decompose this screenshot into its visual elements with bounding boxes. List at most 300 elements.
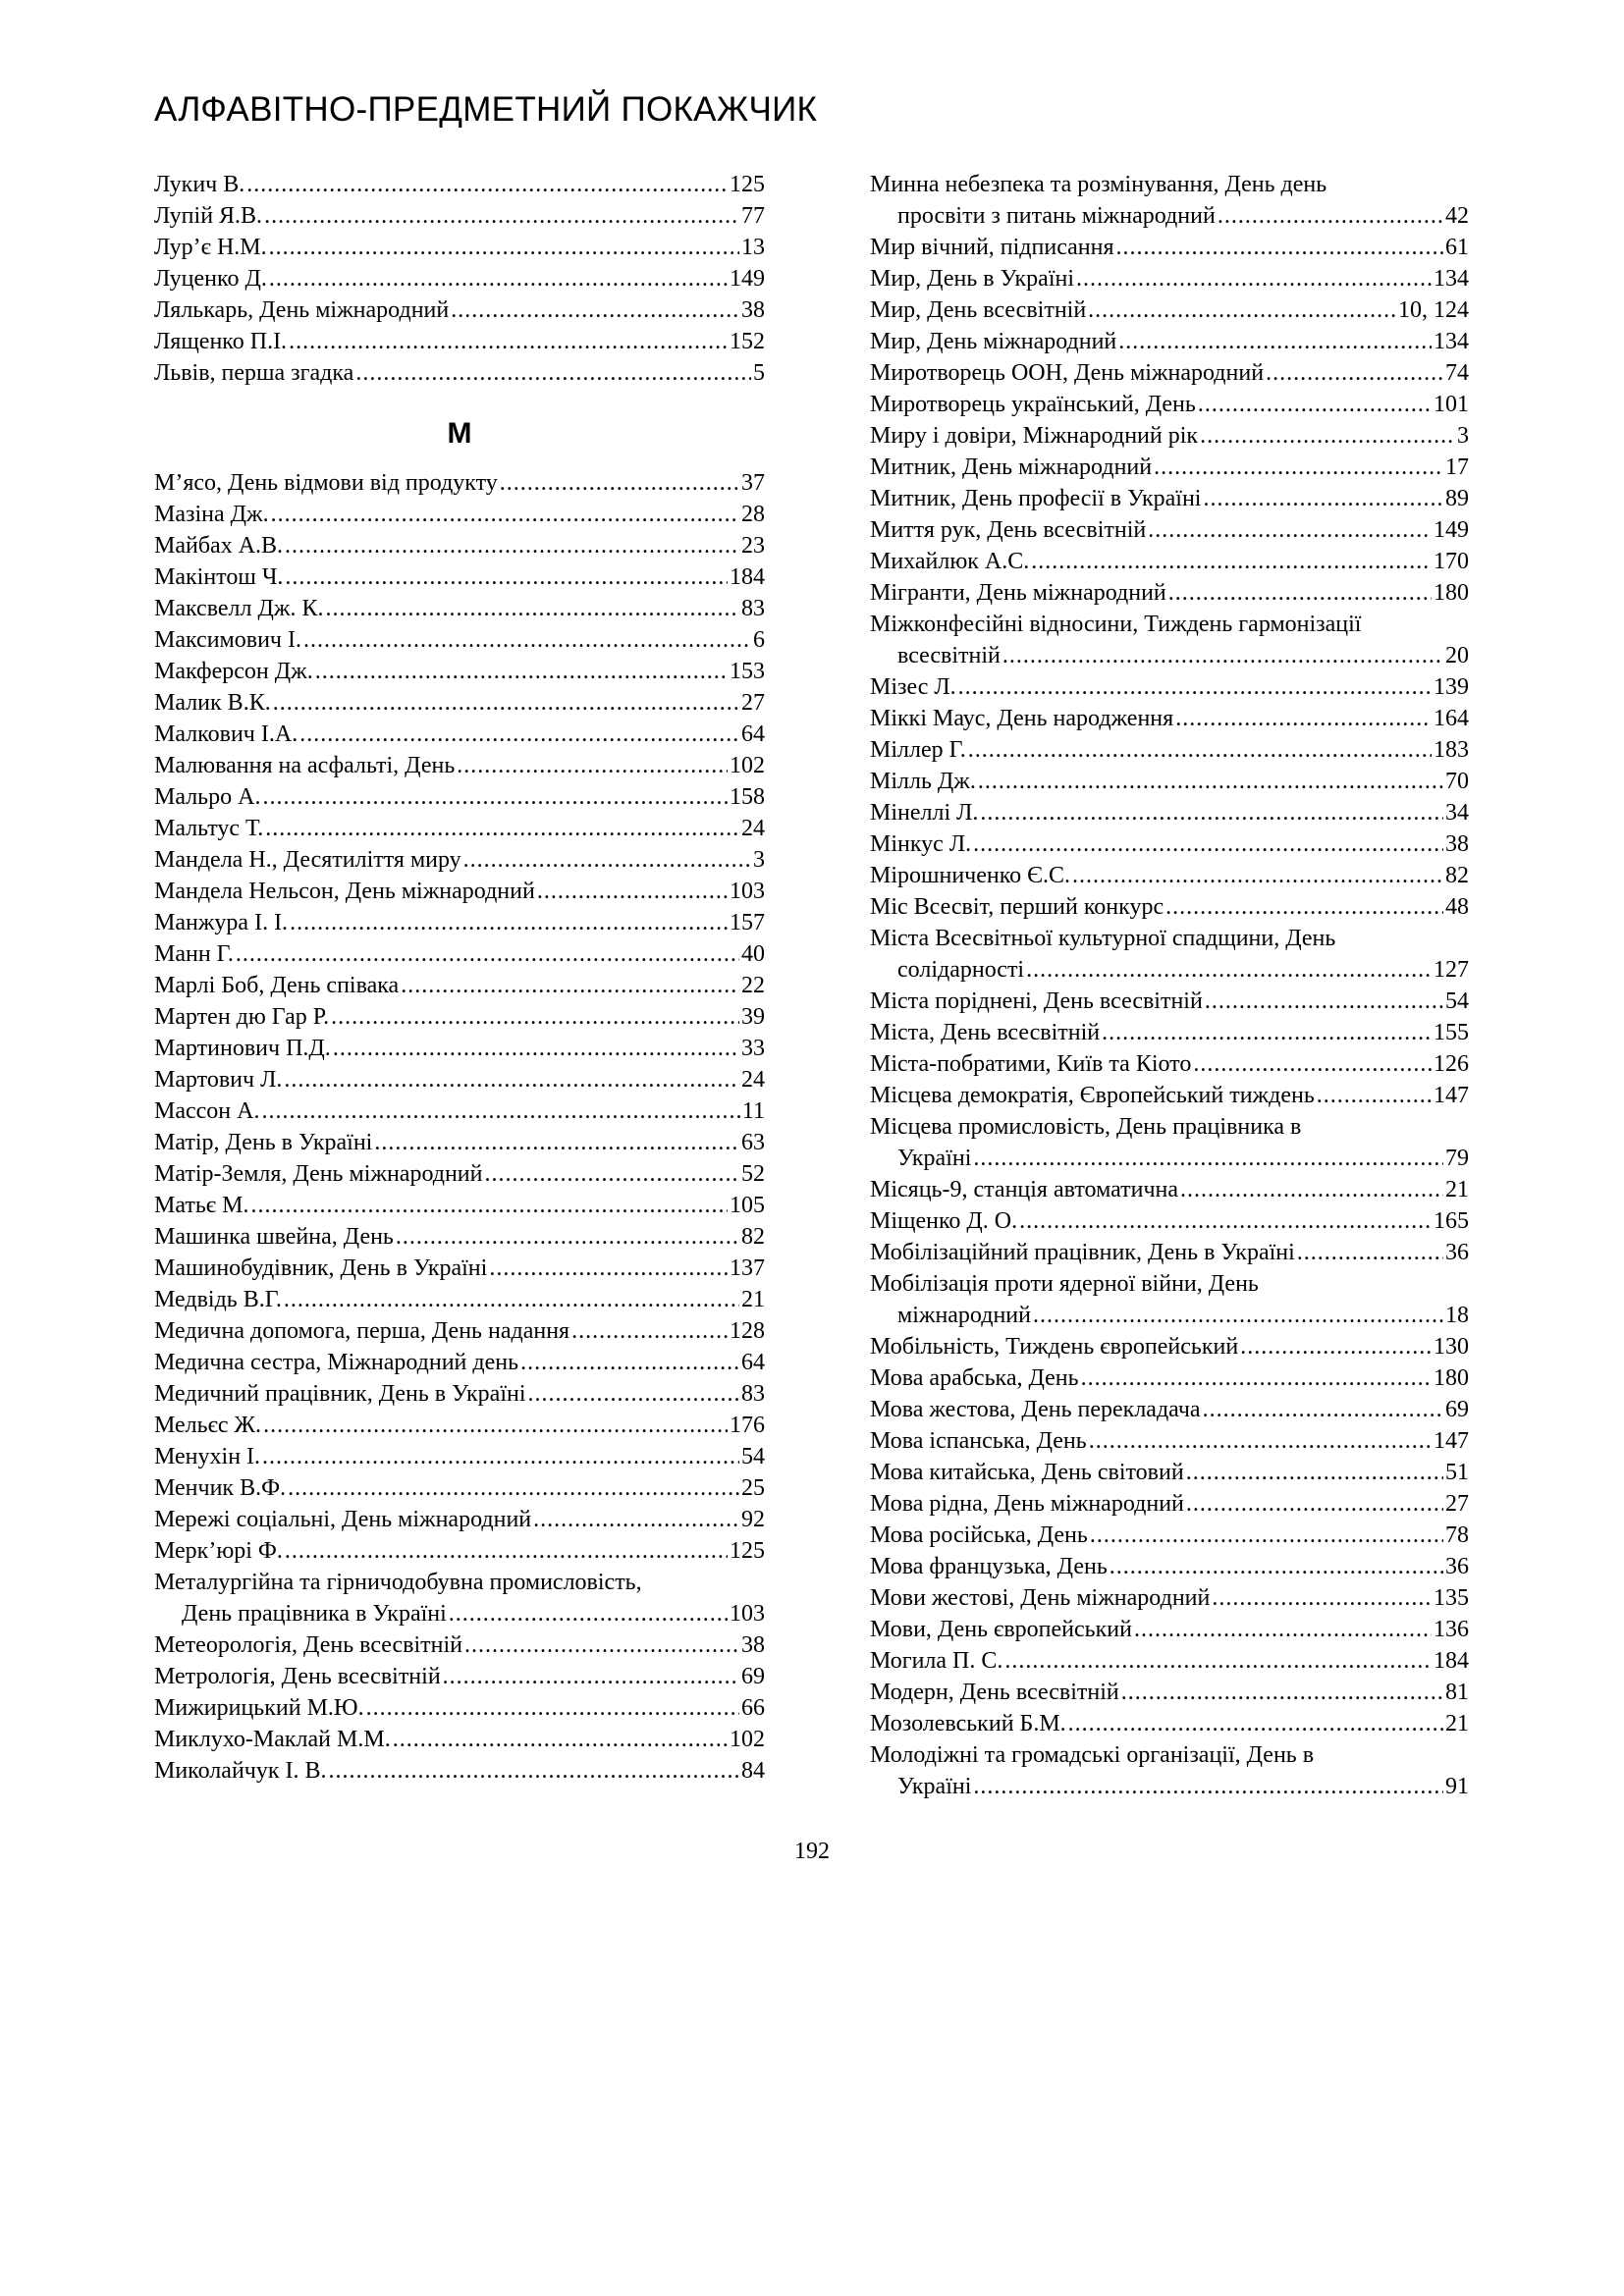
entry-page: 84	[741, 1758, 765, 1784]
entry-continuation	[870, 1771, 1469, 1802]
dot-leader	[236, 938, 739, 970]
entry-page: 54	[1445, 988, 1469, 1014]
index-entry	[154, 530, 765, 561]
index-entry	[154, 561, 765, 593]
index-entry	[154, 1315, 765, 1347]
entry-continuation	[154, 1598, 765, 1629]
index-entry	[154, 781, 765, 813]
dot-leader	[331, 1001, 739, 1033]
index-entry	[154, 1378, 765, 1410]
entry-page: 3	[1457, 423, 1469, 449]
dot-leader	[980, 797, 1443, 828]
index-entry	[870, 294, 1469, 326]
entry-text: Медична допомога, перша, День надання	[154, 1318, 570, 1344]
entry-page: 17	[1445, 454, 1469, 480]
entry-page: 126	[1434, 1051, 1469, 1077]
index-entry	[154, 813, 765, 844]
dot-leader	[1088, 294, 1396, 326]
index-entry	[870, 1174, 1469, 1205]
dot-leader	[1019, 1205, 1432, 1237]
entry-continuation	[870, 640, 1469, 671]
entry-page: 105	[730, 1193, 765, 1218]
dot-leader	[333, 1033, 739, 1064]
index-entry	[154, 719, 765, 750]
dot-leader	[571, 1315, 728, 1347]
dot-leader	[1004, 1645, 1432, 1677]
dot-leader	[315, 656, 728, 687]
entry-text: Миротворець український, День	[870, 392, 1196, 417]
entry-text: Мілль Дж.	[870, 769, 976, 794]
entry-page: 81	[1445, 1680, 1469, 1705]
dot-leader	[262, 781, 728, 813]
dot-leader	[500, 467, 739, 499]
entry-page: 92	[741, 1507, 765, 1532]
dot-leader	[262, 1441, 739, 1472]
entry-page: 36	[1445, 1554, 1469, 1579]
dot-leader	[485, 1158, 740, 1190]
dot-leader	[1175, 703, 1432, 734]
index-entry	[870, 483, 1469, 514]
index-entry	[870, 1394, 1469, 1425]
entry-text: Миру і довіри, Міжнародний рік	[870, 423, 1199, 449]
entry-page: 38	[741, 1632, 765, 1658]
entry-text: Массон А.	[154, 1098, 260, 1124]
entry-continuation	[870, 954, 1469, 986]
index-entry	[870, 1582, 1469, 1614]
entry-text: Мальтус Т.	[154, 816, 264, 841]
dot-leader	[261, 1095, 739, 1127]
entry-text: Лященко П.І.	[154, 329, 288, 354]
entry-text: Миття рук, День всесвітній	[870, 517, 1147, 543]
entry-text: Медична сестра, Міжнародний день	[154, 1350, 519, 1375]
entry-text: Максвелл Дж. К.	[154, 596, 324, 621]
entry-page: 27	[1445, 1491, 1469, 1517]
entry-page: 13	[741, 235, 765, 260]
index-entry	[870, 1488, 1469, 1520]
entry-text: Мова іспанська, День	[870, 1428, 1087, 1454]
right-entries	[870, 169, 1469, 1802]
dot-leader	[246, 169, 728, 200]
entry-page: 64	[741, 1350, 765, 1375]
entry-text: Мови, День європейський	[870, 1617, 1132, 1642]
entry-page: 74	[1445, 360, 1469, 386]
entry-text: Могила П. С.	[870, 1648, 1003, 1674]
entry-text: Мірошниченко Є.С.	[870, 863, 1071, 888]
index-entry	[870, 734, 1469, 766]
entry-text: Манжура І. І.	[154, 910, 289, 935]
entry-text-continued: Україні	[897, 1146, 972, 1171]
entry-page: 155	[1434, 1020, 1469, 1045]
index-entry	[154, 1441, 765, 1472]
entry-text: Мартен дю Гар Р.	[154, 1004, 330, 1030]
entry-page: 82	[741, 1224, 765, 1250]
dot-leader	[464, 1629, 739, 1661]
entry-page: 24	[741, 816, 765, 841]
entry-page: 22	[741, 973, 765, 998]
index-entry	[154, 750, 765, 781]
dot-leader	[1297, 1237, 1443, 1268]
index-entry	[870, 1551, 1469, 1582]
index-entry	[154, 1629, 765, 1661]
entry-page: 21	[741, 1287, 765, 1312]
entry-text: Мир вічний, підписання	[870, 235, 1114, 260]
index-entry	[870, 389, 1469, 420]
index-entry	[154, 467, 765, 499]
entry-text: Метеорологія, День всесвітній	[154, 1632, 463, 1658]
entry-page: 83	[741, 1381, 765, 1407]
index-entry	[870, 1111, 1469, 1174]
entry-text: Лур’є Н.М.	[154, 235, 267, 260]
entry-page: 23	[741, 533, 765, 559]
entry-page: 48	[1445, 894, 1469, 920]
entry-text: Машинобудівник, День в Україні	[154, 1255, 488, 1281]
entry-text: Матір-Земля, День міжнародний	[154, 1161, 483, 1187]
index-entry	[870, 1017, 1469, 1048]
index-entry	[154, 938, 765, 970]
entry-page: 63	[741, 1130, 765, 1155]
entry-text: Михайлюк А.С.	[870, 549, 1030, 574]
dot-leader	[329, 1755, 739, 1787]
entry-text: Мова жестова, День перекладача	[870, 1397, 1201, 1422]
index-entry	[870, 1237, 1469, 1268]
dot-leader	[1200, 420, 1455, 452]
entry-text-continued: День працівника в Україні	[182, 1601, 447, 1627]
entry-page: 33	[741, 1036, 765, 1061]
index-entry	[154, 1535, 765, 1567]
entry-page: 79	[1445, 1146, 1469, 1171]
entry-page: 102	[730, 753, 765, 778]
entry-text: Мандела Нельсон, День міжнародний	[154, 879, 535, 904]
dot-leader	[1031, 546, 1432, 577]
dot-leader	[1168, 577, 1432, 609]
dot-leader	[1116, 232, 1443, 263]
entry-page: 28	[741, 502, 765, 527]
dot-leader	[1089, 1425, 1432, 1457]
index-entry	[154, 970, 765, 1001]
entry-page: 34	[1445, 800, 1469, 826]
index-entry	[870, 1457, 1469, 1488]
index-entry	[870, 860, 1469, 891]
entry-text: Міста-побратими, Київ та Кіото	[870, 1051, 1192, 1077]
entry-text: Макферсон Дж.	[154, 659, 313, 684]
index-entry	[870, 766, 1469, 797]
entry-page: 39	[741, 1004, 765, 1030]
entry-page: 125	[730, 1538, 765, 1564]
index-entry	[870, 232, 1469, 263]
entry-page: 170	[1434, 549, 1469, 574]
entry-page: 52	[741, 1161, 765, 1187]
dot-leader	[284, 1064, 739, 1095]
entry-page: 149	[1434, 517, 1469, 543]
entry-text-continued: Україні	[897, 1774, 972, 1799]
dot-leader	[443, 1661, 739, 1692]
entry-text: Мандела Н., Десятиліття миру	[154, 847, 461, 873]
entry-page: 103	[730, 1601, 765, 1627]
dot-leader	[1110, 1551, 1443, 1582]
entry-page: 24	[741, 1067, 765, 1093]
left-top-entries	[154, 169, 765, 389]
index-entry	[154, 1001, 765, 1033]
entry-text: Мова арабська, День	[870, 1365, 1079, 1391]
dot-leader	[289, 326, 728, 357]
entry-text: Мова російська, День	[870, 1522, 1088, 1548]
entry-page: 136	[1434, 1617, 1469, 1642]
entry-page: 139	[1434, 674, 1469, 700]
index-entry	[154, 1472, 765, 1504]
entry-text: Макінтош Ч.	[154, 564, 284, 590]
entry-page: 70	[1445, 769, 1469, 794]
dot-leader	[958, 671, 1432, 703]
index-entry	[870, 1708, 1469, 1739]
entry-text: Мерк’юрі Ф.	[154, 1538, 283, 1564]
entry-page: 78	[1445, 1522, 1469, 1548]
index-entry	[154, 1567, 765, 1629]
index-entry	[154, 593, 765, 624]
index-entry	[870, 1080, 1469, 1111]
entry-page: 134	[1434, 266, 1469, 292]
entry-page: 54	[741, 1444, 765, 1469]
index-entry	[870, 1425, 1469, 1457]
entry-text: Мижирицький М.Ю.	[154, 1695, 364, 1721]
dot-leader	[285, 561, 728, 593]
dot-leader	[1090, 1520, 1443, 1551]
index-entry	[154, 1410, 765, 1441]
entry-text: Мова китайська, День світовий	[870, 1460, 1184, 1485]
dot-leader	[264, 200, 739, 232]
entry-page: 5	[753, 360, 765, 386]
dot-leader	[303, 624, 751, 656]
entry-text: Мир, День всесвітній	[870, 297, 1087, 323]
entry-text: Лукич В.	[154, 172, 245, 197]
dot-leader	[489, 1253, 728, 1284]
entry-text: Малювання на асфальті, День	[154, 753, 456, 778]
entry-text: Миротворець ООН, День міжнародний	[870, 360, 1265, 386]
dot-leader	[973, 1143, 1443, 1174]
dot-leader	[396, 1221, 739, 1253]
dot-leader	[288, 1472, 739, 1504]
entry-page: 42	[1445, 203, 1469, 229]
entry-text: Мартинович П.Д.	[154, 1036, 331, 1061]
index-entry	[154, 1724, 765, 1755]
index-entry	[870, 326, 1469, 357]
dot-leader	[1154, 452, 1443, 483]
dot-leader	[299, 719, 739, 750]
entry-page: 130	[1434, 1334, 1469, 1360]
entry-page: 134	[1434, 329, 1469, 354]
dot-leader	[374, 1127, 739, 1158]
entry-page: 128	[730, 1318, 765, 1344]
dot-leader	[355, 357, 751, 389]
entry-page: 184	[1434, 1648, 1469, 1674]
entry-page: 82	[1445, 863, 1469, 888]
index-entry	[870, 609, 1469, 671]
entry-continuation	[870, 1300, 1469, 1331]
dot-leader	[463, 844, 751, 876]
entry-text: Молодіжні та громадські організації, День в	[870, 1742, 1315, 1768]
entry-page: 183	[1434, 737, 1469, 763]
dot-leader	[263, 1410, 728, 1441]
entry-text: Металургійна та гірничодобувна промисловість,	[154, 1570, 642, 1595]
entry-text: Мобілізаційний працівник, День в Україні	[870, 1240, 1295, 1265]
entry-page: 149	[730, 266, 765, 292]
index-entry	[870, 357, 1469, 389]
index-entry	[870, 1739, 1469, 1802]
dot-leader	[1072, 860, 1443, 891]
dot-leader	[533, 1504, 739, 1535]
entry-text: Міщенко Д. О.	[870, 1208, 1018, 1234]
index-entry	[870, 671, 1469, 703]
entry-page: 38	[1445, 831, 1469, 857]
dot-leader	[1240, 1331, 1432, 1362]
entry-text-continued: просвіти з питань міжнародний	[897, 203, 1216, 229]
index-entry	[154, 656, 765, 687]
dot-leader	[978, 766, 1443, 797]
dot-leader	[1186, 1488, 1443, 1520]
dot-leader	[1198, 389, 1432, 420]
entry-page: 64	[741, 721, 765, 747]
dot-leader	[968, 734, 1432, 766]
dot-leader	[265, 813, 739, 844]
dot-leader	[284, 1284, 739, 1315]
entry-text: Мови жестові, День міжнародний	[870, 1585, 1211, 1611]
dot-leader	[1118, 326, 1432, 357]
entry-text: Міжконфесійні відносини, Тиждень гармонізації	[870, 612, 1362, 637]
entry-text: Марлі Боб, День співака	[154, 973, 400, 998]
entry-text: Мова рідна, День міжнародний	[870, 1491, 1184, 1517]
entry-page: 21	[1445, 1177, 1469, 1202]
index-entry	[154, 1253, 765, 1284]
entry-page: 164	[1434, 706, 1469, 731]
entry-text: Матьє М.	[154, 1193, 249, 1218]
entry-text: Миклухо-Маклай М.М.	[154, 1727, 391, 1752]
index-entry	[870, 452, 1469, 483]
index-entry	[154, 1661, 765, 1692]
index-entry	[154, 326, 765, 357]
dot-leader	[269, 263, 728, 294]
entry-page: 147	[1434, 1428, 1469, 1454]
index-entry	[870, 828, 1469, 860]
entry-text: Малкович І.А.	[154, 721, 298, 747]
entry-page: 77	[741, 203, 765, 229]
entry-text: Луценко Д.	[154, 266, 267, 292]
entry-text-continued: міжнародний	[897, 1303, 1031, 1328]
entry-text: Мова французька, День	[870, 1554, 1108, 1579]
entry-text: Менчик В.Ф.	[154, 1475, 287, 1501]
entry-text: Матір, День в Україні	[154, 1130, 373, 1155]
dot-leader	[1193, 1048, 1432, 1080]
entry-page: 135	[1434, 1585, 1469, 1611]
entry-text: Міккі Маус, День народження	[870, 706, 1174, 731]
entry-text: Мінеллі Л.	[870, 800, 979, 826]
index-entry	[154, 1158, 765, 1190]
index-entry	[154, 1095, 765, 1127]
index-entry	[870, 1205, 1469, 1237]
dot-leader	[1033, 1300, 1443, 1331]
entry-page: 37	[741, 470, 765, 496]
dot-leader	[1317, 1080, 1432, 1111]
index-entry	[870, 577, 1469, 609]
dot-leader	[1148, 514, 1432, 546]
entry-text: Метрологія, День всесвітній	[154, 1664, 441, 1689]
index-entry	[870, 923, 1469, 986]
entry-text: Максимович І.	[154, 627, 301, 653]
entry-page: 137	[730, 1255, 765, 1281]
entry-page: 6	[753, 627, 765, 653]
dot-leader	[325, 593, 739, 624]
left-column	[154, 169, 765, 1787]
entry-text: Місцева промисловість, День працівника в	[870, 1114, 1302, 1140]
section-letter: М	[447, 417, 472, 450]
entry-page: 180	[1434, 580, 1469, 606]
entry-page: 38	[741, 297, 765, 323]
entry-text: Мобілізація проти ядерної війни, День	[870, 1271, 1259, 1297]
entry-text: Мир, День в Україні	[870, 266, 1074, 292]
entry-text-continued: всесвітній	[897, 643, 1001, 668]
index-entry	[154, 1064, 765, 1095]
dot-leader	[973, 828, 1443, 860]
index-entry	[154, 232, 765, 263]
entry-text-continued: солідарності	[897, 957, 1025, 983]
entry-text: Мазіна Дж.	[154, 502, 269, 527]
dot-leader	[1026, 954, 1432, 986]
entry-page: 127	[1434, 957, 1469, 983]
dot-leader	[1081, 1362, 1432, 1394]
index-entry	[154, 499, 765, 530]
dot-leader	[973, 1771, 1443, 1802]
index-entry	[154, 1221, 765, 1253]
dot-leader	[1180, 1174, 1443, 1205]
entry-text: Медвідь В.Г.	[154, 1287, 282, 1312]
entry-page: 83	[741, 596, 765, 621]
index-entry	[154, 844, 765, 876]
index-entry	[154, 294, 765, 326]
index-entry	[870, 546, 1469, 577]
dot-leader	[1121, 1677, 1443, 1708]
index-entry	[154, 876, 765, 907]
entry-page: 27	[741, 690, 765, 716]
dot-leader	[285, 530, 739, 561]
entry-text: Медичний працівник, День в Україні	[154, 1381, 526, 1407]
entry-text: Місцева демократія, Європейський тиждень	[870, 1083, 1315, 1108]
entry-page: 89	[1445, 486, 1469, 511]
entry-text: Міллер Г.	[870, 737, 966, 763]
index-entry	[154, 624, 765, 656]
entry-text: Мир, День міжнародний	[870, 329, 1117, 354]
entry-page: 165	[1434, 1208, 1469, 1234]
index-entry	[154, 1504, 765, 1535]
entry-page: 69	[741, 1664, 765, 1689]
index-entry	[870, 986, 1469, 1017]
index-entry	[154, 357, 765, 389]
entry-text: Митник, День міжнародний	[870, 454, 1153, 480]
entry-text: Мізес Л.	[870, 674, 956, 700]
entry-text: Мельєс Ж.	[154, 1413, 262, 1438]
entry-text: Митник, День професії в Україні	[870, 486, 1202, 511]
entry-page: 18	[1445, 1303, 1469, 1328]
entry-page: 157	[730, 910, 765, 935]
dot-leader	[1068, 1708, 1443, 1739]
index-entry	[870, 263, 1469, 294]
index-entry	[870, 1362, 1469, 1394]
entry-page: 20	[1445, 643, 1469, 668]
entry-text: Мальро А.	[154, 784, 261, 810]
entry-page: 180	[1434, 1365, 1469, 1391]
entry-text: Мігранти, День міжнародний	[870, 580, 1166, 606]
entry-page: 51	[1445, 1460, 1469, 1485]
dot-leader	[271, 499, 739, 530]
index-entry	[870, 420, 1469, 452]
dot-leader	[1205, 986, 1443, 1017]
